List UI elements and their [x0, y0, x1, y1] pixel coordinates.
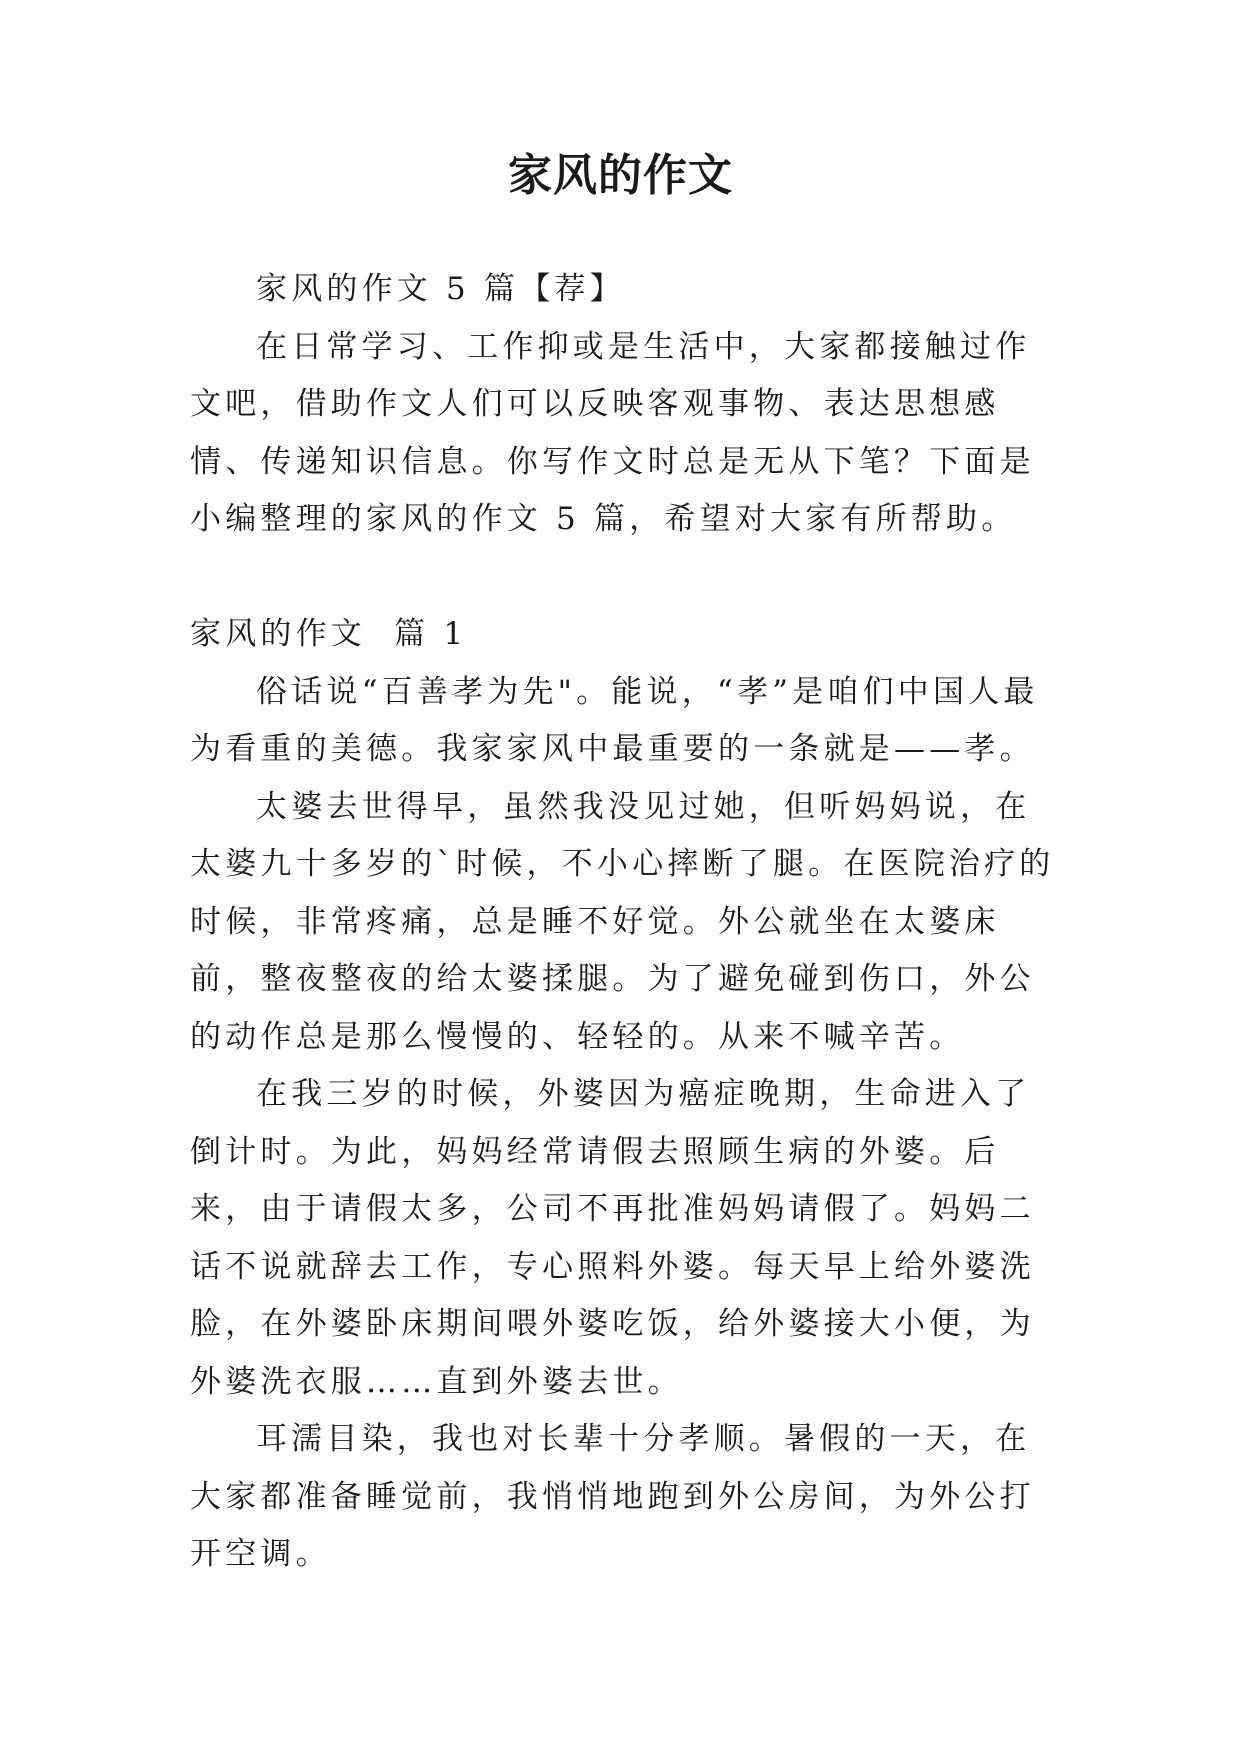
document-title: 家风的作文	[508, 150, 733, 201]
body-paragraph: 俗话说“百善孝为先"。能说，“孝”是咱们中国人最为看重的美德。我家家风中最重要的一条就是——孝。	[190, 673, 1039, 767]
body-paragraph: 太婆去世得早，虽然我没见过她，但听妈妈说，在太婆九十多岁的`时候，不小心摔断了腿。在医院治疗的时候，非常疼痛，总是睡不好觉。外公就坐在太婆床前，整夜整夜的给太婆揉腿。为了避免碰到伤口，外公的动作总是那么慢慢的、轻轻的。从来不喊辛苦。	[190, 788, 1055, 1055]
section-heading: 家风的作文 篇 1	[190, 616, 468, 652]
document-body	[190, 261, 1060, 1584]
intro-paragraph: 在日常学习、工作抑或是生活中，大家都接触过作文吧，借助作文人们可以反映客观事物、表达思想感情、传递知识信息。你写作文时总是无从下笔？下面是小编整理的家风的作文 5 篇，希望对大家有所帮助。	[190, 328, 1035, 537]
body-paragraph: 耳濡目染，我也对长辈十分孝顺。暑假的一天，在大家都准备睡觉前，我悄悄地跑到外公房间，为外公打开空调。	[190, 1421, 1035, 1572]
section-spacer	[190, 549, 1060, 607]
document-subtitle: 家风的作文 5 篇【荐】	[256, 271, 625, 307]
body-paragraph: 在我三岁的时候，外婆因为癌症晚期，生命进入了倒计时。为此，妈妈经常请假去照顾生病的外婆。后来，由于请假太多，公司不再批准妈妈请假了。妈妈二话不说就辞去工作，专心照料外婆。每天早上给外婆洗脸，在外婆卧床期间喂外婆吃饭，给外婆接大小便，为外婆洗衣服……直到外婆去世。	[190, 1076, 1035, 1400]
